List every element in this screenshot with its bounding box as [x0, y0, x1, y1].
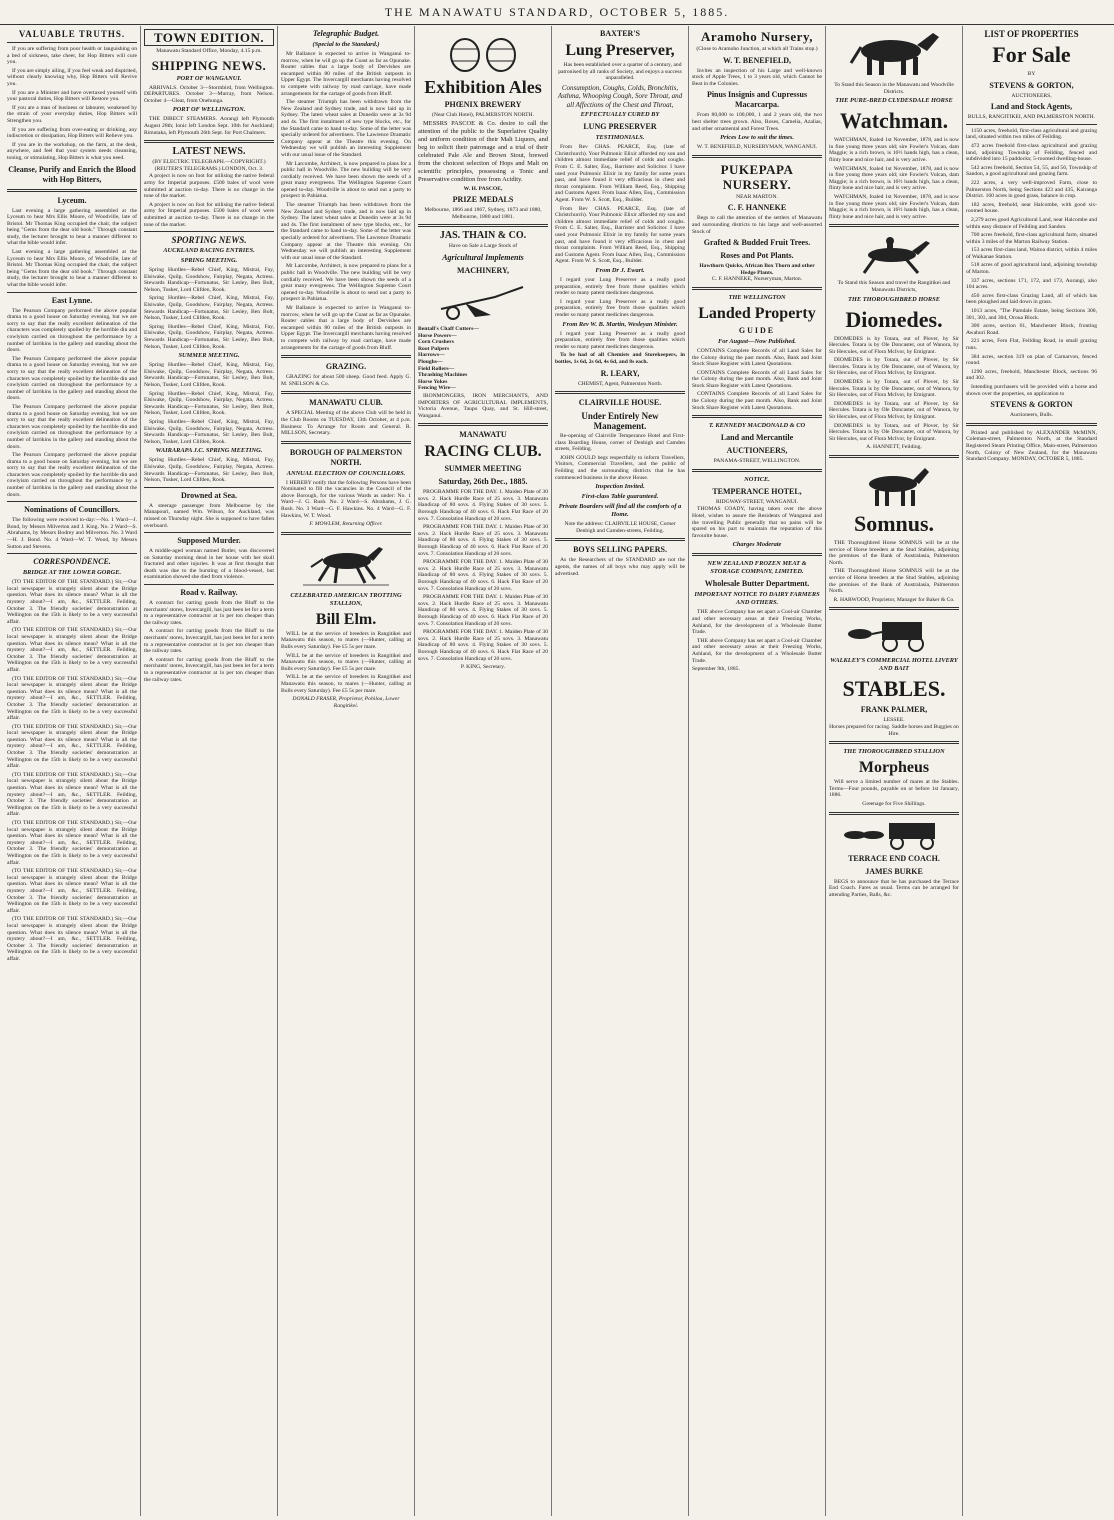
- hop-line: If you are a man of business or labourer, weakened by the strain of your everyday duties, Hop Bitters will Strengthen you.: [7, 104, 137, 124]
- intending: Intending purchasers will be provided with a horse and shown over the properties, on application to: [966, 383, 1097, 397]
- pukepapa-heading: PUKEPAPA NURSERY.: [720, 161, 794, 192]
- lynne-text: The Pearson Company performed the above popular drama to a good house on Saturday evening, but we are sorry to say that the really excellent delineation of the characters was completely spoiled by the horrible din and cowlyism carried on throughout the performance by a number of larrikins in the gallery and standing about the doors.: [7, 355, 137, 402]
- testimonial-text: From Rev CHAS. PEARCE, Esq. (late of Christchurch). Your Pulmonic Elixir afforded my son and children almost immediate relief of colds and coughs. From C. E. Salter, Esq., Barrister and Solicitor. I have used your Pulmonic Elixir in my family for some years past, and have found it very efficacious in chest and throat complaints. From William Reed, Esq., Shipping and Customs Agent. From Isaac Allen, Esq., Commission Agent. From W. S. Scott, Esq., Builder.: [555, 144, 685, 204]
- land-mercantile: Land and Mercantile: [720, 433, 794, 443]
- sporting-text: Spring Hurdles—Rebel Chief, King, Mistral, Fay, Elsiwake, Quilp, Goodshow, Fairplay, Negata, Actress. Stewards Handicap—Fortunatus, Sir Lesley, Ben Bolt, Nelson, Tusker, Lord Clifden, Rook.: [144, 457, 274, 484]
- race-text: PROGRAMME FOR THE DAY. 1. Maiden Plate of 30 sovs. 2. Hack Hurdle Race of 25 sovs. 3. Manawatu Handicap of 80 sovs. 4. Flying Stakes of 30 sovs. 5. Borough Handicap of 40 sovs. 6. Hack Flat Race of 20 sovs. 7. Consolation Handicap of 20 sovs.: [418, 629, 548, 662]
- inspection: Inspection Invited.: [595, 483, 645, 491]
- clairville-text: Re-opening of Clairville Temperance Hotel and First-class Boarding House, corner of Denbigh and Camden streets, Feilding.: [555, 433, 685, 453]
- election-heading: ANNUAL ELECTION OF COUNCILLORS.: [286, 469, 406, 477]
- clairville-heading: CLAIRVILLE HOUSE.: [578, 398, 662, 408]
- diomedes-text: DIOMEDES is by Totara, out of Plover, by Sir Hercules. Totara is by Ole Doncaster, out of Wanora, by Sir Hercules, out of Flora McIvor, by Emigrant.: [829, 422, 959, 442]
- frank-palmer: FRANK PALMER,: [860, 705, 928, 715]
- race-date: Saturday, 26th Dec., 1885.: [438, 477, 528, 487]
- sporting-text: Spring Hurdles—Rebel Chief, King, Mistral, Fay, Elsiwake, Quilp, Goodshow, Fairplay, Negata, Actress. Stewards Handicap—Fortunatus, Sir Lesley, Ben Bolt, Nelson, Tusker, Lord Clifden, Rook.: [144, 362, 274, 388]
- nominations-text: The following were received to-day:—No. 1 Ward—J. Bond, by Messrs Milverton and J. King. No. 2 Ward—S. Abrahams, by Messrs Bodrey and Milverton. No. 3 Ward—H. J. Bond. No. 4 Ward—W. T. Wood, by Messrs Sutton and Stevens.: [7, 517, 137, 550]
- race-sign: P. KING, Secretary.: [460, 664, 506, 671]
- trotting-horse-illustration: [301, 539, 391, 589]
- barrels-illustration: [443, 29, 523, 75]
- coach-illustration: [839, 819, 949, 851]
- property-item: 221 acres, Fern Flat, Feilding Road, in small grazing runs.: [966, 338, 1097, 351]
- lynne-text: The Pearson Company performed the above popular drama to a good house on Saturday evening, but we are sorry to say that the really excellent delineation of the characters was completely spoiled by the horrible din and cowlyism carried on throughout the performance by a number of larrikins in the gallery and standing about the doors.: [7, 403, 137, 450]
- correspondence-text: (TO THE EDITOR OF THE STANDARD.) Sir,—Our local newspaper is strangely silent about the Bridge question. What does its silence mean? What is all the mystery about?—I am, &c., SETTLER. Feilding, October 3. The friendly societies' demonstration at Wellington on the 15th is likely to be a very successful affair.: [7, 868, 137, 914]
- correspondence-text: (TO THE EDITOR OF THE STANDARD.) Sir,—Our local newspaper is strangely silent about the Bridge question. What does its silence mean? What is all the mystery about?—I am, &c., SETTLER. Feilding, October 3. The friendly societies' demonstration at Wellington on the 15th is likely to be a very successful affair.: [7, 820, 137, 866]
- watchman-stand: To Stand this Season in the Manawatu and Woodville Districts.: [834, 82, 954, 95]
- baxter-heading: BAXTER'S: [599, 29, 640, 38]
- hop-line: If you are suffering from poor health or languishing on a bed of sickness, take cheer, for Hop Bitters will cure you.: [7, 46, 137, 66]
- stables-heading: STABLES.: [842, 676, 946, 702]
- property-item: 700 acres freehold, first-class agricultural farm, situated within 3 miles of the Marton Railway Station.: [966, 232, 1097, 245]
- nominations-heading: Nominations of Councillors.: [24, 505, 120, 515]
- drowned-text: A steerage passenger from Melbourne by the Manapouri, named Wm. Wilson, for Auckland, was missed on Thursday night. She is supposed to have fallen overboard.: [144, 502, 274, 529]
- thain-item: Field Rollers—: [418, 365, 455, 372]
- clairville-text: JOHN GOULD begs respectfully to inform Travellers, Visitors, Commercial Travellers, and the public of Feilding and the surrounding districts that he has commenced business in the above House.: [555, 454, 685, 481]
- dairy-date: September 9th, 1885.: [692, 666, 740, 673]
- property-item: 1290 acres, freehold, Manchester Block, sections 96 and 302.: [966, 368, 1097, 382]
- lessee: LESSEE.: [883, 717, 905, 724]
- elm-text: WILL be at the service of breeders in Rangitikei and Manawatu this season, to mares (—Hunter, calling at Bulls every Saturday). Fee £5 5s per mare.: [281, 674, 411, 694]
- somnus-heading: Somnus.: [853, 511, 935, 536]
- correspondence-text: (TO THE EDITOR OF THE STANDARD.) Sir,—Our local newspaper is strangely silent about the Bridge question. What does its silence mean? What is all the mystery about?—I am, &c., SETTLER. Feilding, October 3. The friendly societies' demonstration at Wellington on the 15th is likely to be a very successful affair.: [7, 916, 137, 962]
- correspondence-text: (TO THE EDITOR OF THE STANDARD.) Sir,—Our local newspaper is strangely silent about the Bridge question. What does its silence mean? What is all the mystery about?—I am, &c., SETTLER. Feilding, October 3. The friendly societies' demonstration at Wellington on the 15th is likely to be a very successful affair.: [7, 723, 137, 770]
- wairarapa-heading: WAIRARAPA J.C. SPRING MEETING.: [155, 447, 263, 455]
- railway-heading: Road v. Railway.: [180, 588, 238, 598]
- port-wanganui: PORT OF WANGANUI.: [176, 74, 242, 82]
- temperance-text: THOMAS COADY, having taken over the above Hotel, wishes to assure the Residents of Wanganui and the travelling Public generally that no pains will be spared on his part to maintain the reputation of this favourite house.: [692, 506, 822, 539]
- stevens-gorton: STEVENS & GORTON,: [989, 80, 1074, 90]
- town-edition-heading: TOWN EDITION.: [144, 29, 274, 46]
- guide-text: CONTAINS Complete Records of all Land Sales for the Colony during the past month. Also, Bank and Joint Stock Share Register with Latest Quotations.: [692, 347, 822, 368]
- somnus-sign: R. HARWOOD, Proprietor, Manager for Baker & Co.: [833, 596, 955, 603]
- ewart-text: I regard your Lung Preserver as a really good preparation, entirely free from those qualities which render so many patent medicines dangerous.: [555, 330, 685, 350]
- lyceum-text: Last evening a large gathering assembled at the Lyceum to hear Mrs Ellis Moore, of Woodville, late of Bristol. Mr Thomas King occupied the chair, the subject being "Gems from the dear old book." Through constant study, the lecturer brought to bear a manner different to what the bible would infer.: [7, 249, 137, 289]
- property-item: 182 acres, freehold, near Halcombe, with good six-roomed house.: [966, 201, 1097, 215]
- hawthorn: Hawthorn Quicks, African Box Thorn and other Hedge Plants.: [699, 263, 815, 276]
- pinus-text: From 80,000 to 100,000, 1 and 2 years old, the two best shelter trees grown. Also, Roses, Camelia, Azalias, and other ornamental and Forest Trees.: [692, 112, 822, 132]
- hop-line: If you are suffering from over-eating or drinking, any indiscretion or dissipation, Hop Bitters will Relieve you.: [7, 126, 137, 140]
- near-club: (Near Club Hotel), PALMERSTON NORTH.: [432, 112, 534, 118]
- terrace-end: TERRACE END COACH.: [848, 853, 940, 863]
- watchman-heading: Watchman.: [839, 108, 949, 134]
- stallion-heading: CELEBRATED AMERICAN TROTTING STALLION,: [290, 591, 402, 607]
- diomedes-stand: To Stand this Season and travel the Rangitikei and Manawatu Districts,: [837, 280, 951, 293]
- diomedes-text: DIOMEDES is by Totara, out of Plover, by Sir Hercules. Totara is by Ole Doncaster, out of Wanora, by Sir Hercules, out of Flora McIvor, by Emigrant.: [829, 400, 959, 421]
- ag-implements: Agricultural Implements: [442, 252, 524, 262]
- wellington-heading: THE WELLINGTON: [728, 293, 786, 301]
- correspondence-text: (TO THE EDITOR OF THE STANDARD.) Sir,—Our local newspaper is strangely silent about the Bridge question. What does its silence mean? What is all the mystery about?—I am, &c., SETTLER. Feilding, October 3. The friendly societies' demonstration at Wellington on the 15th is likely to be a very successful affair.: [7, 579, 137, 625]
- property-item: 1150 acres, freehold, first-class agricultural and grazing land, situated within two miles of Feilding.: [966, 127, 1097, 141]
- somnus-text: THE Thoroughbred Horse SOMNUS will be at the service of Horse breeders at the Stud Stables, adjoining the premises of the Bank of Australasia, Palmerston North.: [829, 540, 959, 566]
- thain-sub: Have on Sale a Large Stock of: [448, 243, 518, 250]
- railway-text: A contract for carting goods from the Bluff to the merchants' stores, Invercargill, has just been let for a term to a representative contractor at 1s per ton cheaper than the railway rates.: [144, 600, 274, 626]
- column-3: [278, 26, 415, 1516]
- prices-low: Prices Low to suit the times.: [720, 134, 794, 142]
- property-item: 2,279 acres good Agricultural Land, near Halcombe and within easy distance of Feilding and Sandon.: [966, 216, 1097, 230]
- guide-heading: GUIDE: [738, 325, 776, 335]
- sporting-text: Spring Hurdles—Rebel Chief, King, Mistral, Fay, Elsiwake, Quilp, Goodshow, Fairplay, Negata, Actress. Stewards Handicap—Fortunatus, Sir Lesley, Ben Bolt, Nelson, Tusker, Lord Clifden, Rook.: [144, 267, 274, 293]
- dairy-notice: IMPORTANT NOTICE TO DAIRY FARMERS AND OTHERS.: [694, 591, 820, 607]
- wellington-text: THE DIRECT STEAMERS. Aorangi left Plymouth August 28th; Ionic left London Sept. 10th for Auckland; Rimutaka, left Plymouth 26th Sept. for Port Chalmers.: [144, 116, 274, 136]
- shipping-text: ARRIVALS. October 3—Stormbird, from Wellington. DEPARTURES. October 3—Murray, from Nelson. October 4—Gleat, from Onehunga.: [144, 84, 274, 104]
- murder-heading: Supposed Murder.: [177, 536, 241, 546]
- medals-text: Melbourne, 1866 and 1867, Sydney, 1873 and 1880, Melbourne, 1880 and 1881.: [424, 207, 542, 220]
- thain-item: Ploughs—: [418, 358, 443, 365]
- bill-elm-heading: Bill Elm.: [315, 610, 377, 628]
- dairy-text: THE above Company has set apart a Cool-air Chamber and other necessary areas at their Freezing Works, Ashland, for the development of a Wholesale Butter Trade.: [692, 609, 822, 636]
- telegraphic-text: Mr Ballance is expected to arrive in Wanganui to-morrow, when he will go up the Coast as far as Opunake. Router cables that a large body of Dervishes are encamped within 80 miles of the British outposts in Upper Egypt. The Invercargill merchants having resolved to compete with railway by road carriage, have made arrangements for the cartage of goods from Bluff.: [281, 304, 411, 351]
- column-6: [689, 26, 826, 1516]
- prize-medals: PRIZE MEDALS: [452, 195, 514, 205]
- borough-heading: BOROUGH OF PALMERSTON NORTH.: [289, 447, 403, 467]
- ailments: Consumption, Coughs, Colds, Bronchitis, Asthma, Whooping Cough, Sore Throat, and all Affections of the Chest and Throat,: [557, 83, 683, 109]
- boys-text: As the Researchers of the STANDARD are not the agents, the names of all boys who may apply will be advertised.: [555, 557, 685, 577]
- landed-property-heading: Landed Property: [698, 304, 816, 322]
- shipping-heading: SHIPPING NEWS.: [151, 57, 267, 73]
- property-item: 518 acres of good agricultural land, adjoining township of Marton.: [966, 262, 1097, 276]
- guide-text: CONTAINS Complete Records of all Land Sales for the Colony during the past month. Also, Bank and Joint Stock Share Register with Latest Quotations.: [692, 369, 822, 389]
- telegraphic-text: Mr Larcombe, Architect, is now prepared to plans for a public hall in Woodville. The new building will be very cordially received. We have been shown the seeds of a great many evergreens. The Wellington Supreme Court opened to-day. Woodville is about to send out a party to prospect in Pahiatua.: [281, 263, 411, 303]
- chemists: To be had of all Chemists and Storekeepers, in bottles, 1s 6d, 2s 6d, 4s 6d, and 8s each.: [555, 352, 685, 365]
- grafted: Grafted & Budded Fruit Trees.: [703, 238, 811, 248]
- property-item: 384 acres, section 319 on plan of Carnarvon, fenced round.: [966, 353, 1097, 367]
- auctioneers-8: AUCTIONEERS,: [1011, 92, 1052, 99]
- burke-text: BEGS to announce that he has purchased the Terrace End Coach. Fares as usual. Terms can be arranged for attending Parties, Balls, &c.: [829, 878, 959, 898]
- column-4: [415, 26, 552, 1516]
- morpheus-sub: THE THOROUGHBRED STALLION: [843, 748, 945, 756]
- truths-heading: VALUABLE TRUTHS.: [18, 29, 126, 39]
- property-item: 222 acres, a very well-improved Farm, close to Palmerston North, being Sections 423 and 435, Kairanga District. 160 acres in good grass, balance in crop.: [966, 179, 1097, 200]
- carriage-illustration: [842, 614, 946, 654]
- lynne-heading: East Lynne.: [51, 295, 93, 305]
- aramoho-heading: Aramoho Nursery,: [701, 29, 813, 44]
- spring-meeting: SPRING MEETING.: [180, 257, 238, 265]
- drowned-heading: Drowned at Sea.: [180, 490, 238, 500]
- thain-heading: JAS. THAIN & CO.: [439, 230, 527, 242]
- testimonials-heading: TESTIMONIALS.: [595, 134, 645, 142]
- morpheus-text: Will serve a limited number of mares at the Stables. Terms—Four pounds, payable on or before 1st January, 1886.: [829, 779, 959, 799]
- plough-illustration: [435, 279, 531, 323]
- railway-text: A contract for carting goods from the Bluff to the merchants' stores, Invercargill, has just been let for a term to a representative contractor at 1s per ton cheaper than the railway rates.: [144, 628, 274, 655]
- phoenix-brewery: PHŒNIX BREWERY: [444, 100, 522, 109]
- latest-news-heading: LATEST NEWS.: [172, 146, 246, 158]
- sporting-text: Spring Hurdles—Rebel Chief, King, Mistral, Fay, Elsiwake, Quilp, Goodshow, Fairplay, Negata, Actress. Stewards Handicap—Fortunatus, Sir Lesley, Ben Bolt, Nelson, Tusker, Lord Clifden, Rook.: [144, 323, 274, 350]
- wholesale-butter: Wholesale Butter Department.: [704, 579, 810, 589]
- stevens-gorton-2: STEVENS & GORTON: [990, 400, 1073, 410]
- thain-item: Root Pulpers: [418, 345, 450, 352]
- thoroughbred: THE THOROUGHBRED HORSE: [848, 295, 940, 303]
- column-2: [141, 26, 278, 1516]
- ewart-text: I regard your Lung Preserver as a really good preparation, entirely free from those qualities which render so many patent medicines dangerous.: [555, 276, 685, 297]
- thain-item: Thrashing Machines: [418, 372, 468, 379]
- grazing-heading: GRAZING.: [325, 362, 367, 372]
- grazing-text: GRAZING for about 500 sheep. Good feed. Apply G. M. SNELSON & Co.: [281, 374, 411, 387]
- hanneke-text: Begs to call the attention of the settlers of Manawatu and surrounding districts to his large and well-assorted Stock of: [692, 215, 822, 235]
- thain-item: Horse Yokes: [418, 378, 448, 385]
- racehorse-jockey-illustration: [846, 231, 942, 277]
- hop-line: If you are simply ailing, if you feel weak and dispirited, without clearly knowing why, Hop Bitters will Revive you.: [7, 67, 137, 87]
- property-item: 153 acres first-class land, Waitoa district, within 4 miles of Waikanae Station.: [966, 247, 1097, 260]
- cured-by: EFFECTUALLY CURED BY: [580, 111, 660, 119]
- thain-item: Fencing Wire—: [418, 385, 456, 392]
- sporting-text: Spring Hurdles—Rebel Chief, King, Mistral, Fay, Elsiwake, Quilp, Goodshow, Fairplay, Negata, Actress. Stewards Handicap—Fortunatus, Sir Lesley, Ben Bolt, Nelson, Tusker, Lord Clifden, Rook.: [144, 295, 274, 322]
- race-text: PROGRAMME FOR THE DAY. 1. Maiden Plate of 30 sovs. 2. Hack Hurdle Race of 25 sovs. 3. Manawatu Handicap of 80 sovs. 4. Flying Stakes of 30 sovs. 5. Borough Handicap of 40 sovs. 6. Hack Flat Race of 20 sovs. 7. Consolation Handicap of 20 sovs.: [418, 559, 548, 592]
- club-heading: MANAWATU CLUB.: [309, 398, 383, 408]
- pinus-heading: Pinus Insignis and Cupressus Macarcarpa.: [706, 90, 808, 110]
- sporting-sub: AUCKLAND RACING ENTRIES.: [163, 247, 255, 255]
- exhibition-ales-heading: Exhibition Ales: [424, 77, 542, 97]
- sporting-heading: SPORTING NEWS.: [171, 235, 247, 246]
- summer-heading: SUMMER MEETING: [444, 464, 522, 474]
- property-item: 337 acres, sections 171, 172, and 173, Aorangi, also 104 acres.: [966, 277, 1097, 291]
- property-item: 472 acres freehold first-class agricultural and grazing land, adjoining Township of Feilding, fenced and subdivided into 15 paddocks; 5-roomed dwelling-house.: [966, 142, 1097, 163]
- latest-sub: (BY ELECTRIC TELEGRAPH.—COPYRIGHT.) (REUTER'S TELEGRAMS.) LONDON, Oct. 3.: [152, 159, 266, 172]
- lynne-text: The Pearson Company performed the above popular drama to a good house on Saturday evening, but we are sorry to say that the really excellent delineation of the characters was completely spoiled by the horrible din and cowlyism carried on throughout the performance by a number of larrikins in the gallery and standing about the doors.: [7, 307, 137, 354]
- property-item: 1013 acres, "The Pamdale Estate, being Sections 300, 301, 303, and 304, Oroua Block.: [966, 308, 1097, 321]
- thain-item: Horse Powers—: [418, 332, 457, 339]
- pascoe-sign: W. H. PASCOE,: [463, 185, 503, 192]
- diomedes-text: DIOMEDES is by Totara, out of Plover, by Sir Hercules. Totara is by Ole Doncaster, out of Wanora, by Sir Hercules, out of Flora McIvor, by Emigrant.: [829, 335, 959, 355]
- dairy-text: THE above Company has set apart a Cool-air Chamber and other necessary areas at their Freezing Works, Ashland, for the development of a Wholesale Butter Trade.: [692, 637, 822, 664]
- correspondence-text: (TO THE EDITOR OF THE STANDARD.) Sir,—Our local newspaper is strangely silent about the Bridge question. What does its silence mean? What is all the mystery about?—I am, &c., SETTLER. Feilding, October 3. The friendly societies' demonstration at Wellington on the 15th is likely to be a very successful affair.: [7, 675, 137, 722]
- horses-hire: Horses prepared for racing. Saddle horses and Buggies on Hire.: [829, 723, 959, 737]
- ridgway: RIDGWAY-STREET, WANGANUI.: [715, 498, 799, 505]
- diomedes-sign: A. HANNETT, Feilding.: [866, 444, 922, 451]
- sporting-text: Spring Hurdles—Rebel Chief, King, Mistral, Fay, Elsiwake, Quilp, Goodshow, Fairplay, Negata, Actress. Stewards Handicap—Fortunatus, Sir Lesley, Ben Bolt, Nelson, Tusker, Lord Clifden, Rook.: [144, 418, 274, 445]
- watchman-text: WATCHMAN, foaled 1st November, 1878, and is now in fine young three years old; sire Fowler's Vulcan, dam Maggie; is a rich brown, is 16½ hands high, has a clean, flinty bone and nice hair, and is very active.: [829, 137, 959, 163]
- nz-frozen: NEW ZEALAND FROZEN MEAT & STORAGE COMPANY, LIMITED.: [707, 560, 807, 576]
- port-wellington: PORT OF WELLINGTON.: [172, 106, 246, 114]
- hanneke: C. F. HANNEKE: [727, 203, 787, 213]
- elm-text: WILL be at the service of breeders in Rangitikei and Manawatu this season, to mares (—Hunter, calling at Bulls every Saturday). Fee £5 5s per mare.: [281, 630, 411, 651]
- clydesdale-illustration: [839, 29, 949, 79]
- property-item: 542 acres freehold, Section 54, 55, and 56, Township of Sandon, a good agricultural and grazing farm.: [966, 164, 1097, 178]
- dr-ewart: From Dr J. Ewart.: [595, 266, 645, 274]
- charges: Charges Moderate: [732, 541, 782, 549]
- correspondence-heading: CORRESPONDENCE.: [33, 557, 111, 567]
- guide-text: CONTAINS Complete Records of all Land Sales for the Colony during the past month. Also, Bank and Joint Stock Share Register with Latest Quotations.: [692, 391, 822, 411]
- bulls-2: Auctioneers, Bulls.: [1009, 412, 1054, 419]
- latest-text: A project is now on foot for utilising the native federal army for Imperial purposes. £500 bales of wool were submitted at auction to-day. There is no change in the tone of the market.: [144, 201, 274, 228]
- column-1: [4, 26, 141, 1516]
- race-text: PROGRAMME FOR THE DAY. 1. Maiden Plate of 30 sovs. 2. Hack Hurdle Race of 25 sovs. 3. Manawatu Handicap of 80 sovs. 4. Flying Stakes of 30 sovs. 5. Borough Handicap of 40 sovs. 6. Hack Flat Race of 20 sovs. 7. Consolation Handicap of 20 sovs.: [418, 489, 548, 522]
- boys-heading: BOYS SELLING PAPERS.: [573, 545, 667, 555]
- somnus-text: THE Thoroughbred Horse SOMNUS will be at the service of Horse breeders at the Stud Stables, adjoining the premises of the Bank of Australasia, Palmerston North.: [829, 568, 959, 595]
- lynne-text: The Pearson Company performed the above popular drama to a good house on Saturday evening, but we are sorry to say that the really excellent delineation of the characters was completely spoiled by the horrible din and cowlyism carried on throughout the performance by a number of larrikins in the gallery and standing about the doors.: [7, 452, 137, 498]
- telegraphic-heading: Telegraphic Budget.: [312, 29, 380, 38]
- for-sale-heading: For Sale: [992, 42, 1071, 67]
- panama: PANAMA-STREET, WELLINGTON.: [713, 458, 801, 465]
- masthead: THE MANAWATU STANDARD, OCTOBER 5, 1885.: [0, 0, 1114, 25]
- diomedes-text: DIOMEDES is by Totara, out of Plover, by Sir Hercules. Totara is by Ole Doncaster, out of Wanora, by Sir Hercules, out of Flora McIvor, by Emigrant.: [829, 379, 959, 399]
- telegraphic-text: The steamer Triumph has been withdrawn from the New Zealand and Sydney trade, and is now laid up in Sydney. The latest wheat sales at Dunedin were at 3s 9d and 4s. The first instalment of new type blocks, etc., for the Standard came to hand to-day. Some of the letter was specially ordered for advertisers. The Lawrence Dramatic Company appear at the Theatre this evening. On Wednesday we will publish an interesting Supplement with our usual issue of the Standard.: [281, 99, 411, 158]
- clairville-address: Note the address: CLAIRVILLE HOUSE, Corner Denbigh and Camden-streets, Feilding.: [564, 521, 676, 534]
- thain-item: Corn Crushers: [418, 339, 454, 346]
- property-item: 450 acres first-class Grazing Land, all of which has been ploughed and laid down in grass.: [966, 292, 1097, 306]
- grazing: Greenage for Five Shillings.: [862, 800, 926, 807]
- diomedes-text: DIOMEDES is by Totara, out of Plover, by Sir Hercules. Totara is by Ole Doncaster, out of Wanora, by Sir Hercules, out of Flora McIvor, by Emigrant.: [829, 357, 959, 377]
- manawatu-heading: MANAWATU: [459, 430, 507, 440]
- morpheus-heading: Morpheus: [858, 759, 930, 777]
- bulls-address: BULLS, RANGITIKEI, AND PALMERSTON NORTH.: [967, 114, 1096, 121]
- imprint: Printed and published by ALEXANDER McMINN, Coleman-street, Palmerston North, at the Standard Registered Steam Printing Office, Main-street, Palmerston North, Colony of New Zealand, for the Manawatu Standard Company. MONDAY, OCTOBER 5, 1885.: [966, 429, 1097, 463]
- edition-date: Manawatu Standard Office, Monday, 4.15 p.m.: [156, 48, 262, 54]
- first-class: First-class Table guaranteed.: [581, 493, 659, 501]
- notice: NOTICE.: [744, 475, 770, 483]
- august-now: For August—Now Published.: [717, 337, 797, 345]
- summer-meeting: SUMMER MEETING.: [178, 352, 240, 360]
- correspondence-title: BRIDGE AT THE LOWER GORGE.: [22, 569, 122, 577]
- murder-text: A middle-aged woman named Butler, was discovered on Saturday morning dead in her house with her skull fractured and other injuries. It was at first thought that death was due to the bursting of a blood-vessel, but examination showed she died from violence.: [144, 548, 274, 581]
- elm-sign: DONALD FRASER, Proprietor, Pohiloa, Lower Rangitikei.: [292, 696, 400, 709]
- column-7: [826, 26, 963, 1516]
- new-management: Under Entirely New Management.: [581, 411, 659, 432]
- temperance-hotel: TEMPERANCE HOTEL,: [712, 486, 802, 496]
- benefield-sign: W. T. BENEFIELD, NURSERYMAN, WANGANUI.: [696, 144, 818, 151]
- racing-club-heading: RACING CLUB.: [424, 443, 542, 461]
- column-8: [963, 26, 1100, 1516]
- lung-preserver-heading: Lung Preserver,: [565, 42, 675, 59]
- james-burke: JAMES BURKE: [865, 866, 923, 876]
- benefield: W. T. BENEFIELD,: [722, 55, 792, 65]
- borough-sign: F. MOWLEM, Returning Officer.: [309, 521, 383, 528]
- telegraphic-text: Mr Ballance is expected to arrive in Wanganui to-morrow, when he will go up the Coast as far as Opunake. Router cables that a large body of Dervishes are encamped within 80 miles of the British outposts in Upper Egypt. The Invercargill merchants having resolved to compete with railway by road carriage, have made arrangements for the cartage of goods from Bluff.: [281, 51, 411, 97]
- pure-bred: THE PURE-BRED CLYDESDALE HORSE: [835, 97, 953, 105]
- thain-item: Bentall's Chaff Cutters—: [418, 325, 479, 332]
- borough-text: I HEREBY notify that the following Persons have been Nominated to fill the vacancies in the Council of the above Borough, for the various Wards as under: No. 1 Ward—J. G. Rush. No. 2 Ward—S. Abrahams, J. G. Rush. No. 3 Ward—G. F. Hawkins. No. 4 Ward—G. F. Hawkins, W. T. Wood.: [281, 479, 411, 519]
- telegraphic-text: The steamer Triumph has been withdrawn from the New Zealand and Sydney trade, and is now laid up in Sydney. The latest wheat sales at Dunedin were at 3s 9d and 4s. The first instalment of new type blocks, etc., for the Standard came to hand to-day. Some of the letter was specially ordered for advertisers. The Lawrence Dramatic Company appear at the Theatre this evening. On Wednesday we will publish an interesting Supplement with our usual issue of the Standard.: [281, 202, 411, 261]
- elm-text: WILL be at the service of breeders in Rangitikei and Manawatu this season, to mares (—Hunter, calling at Bulls every Saturday). Fee £5 5s per mare.: [281, 652, 411, 672]
- latest-text: A project is now on foot for utilising the native federal army for Imperial purposes. £500 bales of wool were submitted at auction to-day. There is no change in the tone of the market.: [144, 173, 274, 200]
- correspondence-text: (TO THE EDITOR OF THE STANDARD.) Sir,—Our local newspaper is strangely silent about the Bridge question. What does its silence mean? What is all the mystery about?—I am, &c., SETTLER. Feilding, October 3. The friendly societies' demonstration at Wellington on the 15th is likely to be a very successful affair.: [7, 627, 137, 673]
- by: BY: [1027, 71, 1036, 77]
- property-item: 300 acres, section 61, Manchester Block, fronting Awahuri Road.: [966, 323, 1097, 336]
- race-text: PROGRAMME FOR THE DAY. 1. Maiden Plate of 30 sovs. 2. Hack Hurdle Race of 25 sovs. 3. Manawatu Handicap of 80 sovs. 4. Flying Stakes of 30 sovs. 5. Borough Handicap of 40 sovs. 6. Hack Flat Race of 20 sovs. 7. Consolation Handicap of 20 sovs.: [418, 524, 548, 557]
- land-stock-agents: Land and Stock Agents,: [990, 102, 1073, 112]
- testimonial-text: From Rev CHAS. PEARCE, Esq. (late of Christchurch). Your Pulmonic Elixir afforded my son and children almost immediate relief of colds and coughs. From C. E. Salter, Esq., Barrister and Solicitor. I have used your Pulmonic Elixir in my family for some years past, and have found it very efficacious in chest and throat complaints. From William Reed, Esq., Shipping and Customs Agent. From Isaac Allen, Esq., Commission Agent. From W. S. Scott, Esq., Builder.: [555, 205, 685, 265]
- list-heading: LIST OF PROPERTIES: [984, 29, 1079, 39]
- lung-preserver-2: LUNG PRESERVER: [583, 122, 657, 132]
- sporting-text: Spring Hurdles—Rebel Chief, King, Mistral, Fay, Elsiwake, Quilp, Goodshow, Fairplay, Negata, Actress. Stewards Handicap—Fortunatus, Sir Lesley, Ben Bolt, Nelson, Tusker, Lord Clifden, Rook.: [144, 390, 274, 417]
- diomedes-heading: Diomedes.: [845, 306, 943, 332]
- aramoho-sub: (Close to Aramoho Junction, at which all Trains stop.): [696, 46, 818, 52]
- telegraphic-text: Mr Larcombe, Architect, is now prepared to plans for a public hall in Woodville. The new building will be very cordially received. We have been shown the seeds of a great many evergreens. The Wellington Supreme Court opened to-day. Woodville is about to send out a party to prospect in Pahiatua.: [281, 160, 411, 200]
- kennedy: T. KENNEDY MACDONALD & CO: [708, 422, 806, 430]
- leary-sub: CHEMIST, Agent, Palmerston North.: [577, 380, 663, 387]
- correspondence-text: (TO THE EDITOR OF THE STANDARD.) Sir,—Our local newspaper is strangely silent about the Bridge question. What does its silence mean? What is all the mystery about?—I am, &c., SETTLER. Feilding, October 3. The friendly societies' demonstration at Wellington on the 15th is likely to be a very successful affair.: [7, 771, 137, 818]
- private-boarders: Private Boarders will find all the comforts of a Home.: [558, 503, 682, 519]
- race-text: PROGRAMME FOR THE DAY. 1. Maiden Plate of 30 sovs. 2. Hack Hurdle Race of 25 sovs. 3. Manawatu Handicap of 80 sovs. 4. Flying Stakes of 30 sovs. 5. Borough Handicap of 40 sovs. 6. Hack Flat Race of 20 sovs. 7. Consolation Handicap of 20 sovs.: [418, 594, 548, 627]
- pascoe-text: MESSRS PASCOE & Co. desire to call the attention of the public to the Superlative Quality and uniform condition of their Malt Liquors, and beg to solicit their patronage and a trial of their celebrated Pale Ale and Brown Stout, brewed from the choicest selection of Hops and Malt on scientific principles, possessing a Tonic and Preservative condition free from Acidity.: [418, 119, 548, 183]
- column-5: [552, 26, 689, 1516]
- hop-line: If you are in the workshop, on the farm, at the desk, anywhere, and feel that your system needs cleansing, toning, or stimulating, Hop Bitters is what you need.: [7, 141, 137, 161]
- auctioneers: AUCTIONEERS,: [726, 446, 788, 456]
- lyceum-heading: Lyceum.: [57, 195, 87, 205]
- railway-text: A contract for carting goods from the Bluff to the merchants' stores, Invercargill, has just been let for a term to a representative contractor at 1s per ton cheaper than the railway rates.: [144, 656, 274, 683]
- thain-item: Harrows—: [418, 352, 445, 359]
- rev-martin: From Rev W. B. Martin, Wesleyan Minister.: [562, 320, 678, 328]
- telegraphic-sub: (Special to the Standard.): [312, 41, 380, 48]
- watchman-text: WATCHMAN, foaled 1st November, 1878, and is now in fine young three years old; sire Fowler's Vulcan, dam Maggie; is a rich brown, is 16½ hands high, has a clean, flinty bone and nice hair, and is very active.: [829, 193, 959, 220]
- hanneke-sign: C. F. HANNEKE, Nurseryman, Marton.: [711, 276, 803, 283]
- watchman-text: WATCHMAN, foaled 1st November, 1878, and is now in fine young three years old; sire Fowler's Vulcan, dam Maggie; is a rich brown, is 16½ hands high, has a clean, flinty bone and nice hair, and is very active.: [829, 165, 959, 192]
- lyceum-text: Last evening a large gathering assembled at the Lyceum to hear Mrs Ellis Moore, of Woodville, late of Bristol. Mr Thomas King occupied the chair, the subject being "Gems from the dear old book." Through constant study, the lecturer brought to bear a manner different to what the bible would infer.: [7, 207, 137, 247]
- hop-line: If you are a Minister and have overtaxed yourself with your pastoral duties, Hop Bitters will Restore you.: [7, 89, 137, 103]
- benefield-text: Invites an inspection of his Large and well-known stock of Apple Trees, 1 to 3 years old, which Cannot be Beat in the Colonies.: [692, 67, 822, 87]
- roses: Roses and Pot Plants.: [720, 251, 794, 261]
- leary: R. LEARY,: [600, 368, 640, 378]
- machinery: MACHINERY,: [456, 265, 510, 275]
- ewart-text: I regard your Lung Preserver as a really good preparation, entirely free from those qualities which render so many patent medicines dangerous.: [555, 298, 685, 318]
- baxter-intro: Has been established over a quarter of a century, and patronised by all ranks of Society, and enjoys a success unparalleled.: [558, 62, 682, 82]
- near-marton: NEAR MARTON.: [736, 193, 778, 200]
- thain-note: IRONMONGERS, IRON MERCHANTS, AND IMPORTERS OF AGRICULTURAL IMPLEMENTS, Victoria Avenue, Taupo Quay, and St. Hill-street, Wanganui.: [418, 392, 548, 419]
- walkley: WALKLEY'S COMMERCIAL HOTEL LIVERY AND BAIT: [830, 657, 958, 673]
- club-text: A SPECIAL Meeting of the above Club will be held in the Club Rooms on TUESDAY, 13th October, at 4 p.m. Business: To Arrange for Room and General. R. MILLSON, Secretary.: [281, 410, 411, 437]
- cleanse-heading: Cleanse, Purify and Enrich the Blood with Hop Bitters,: [8, 164, 136, 184]
- stallion-illustration: [849, 462, 939, 508]
